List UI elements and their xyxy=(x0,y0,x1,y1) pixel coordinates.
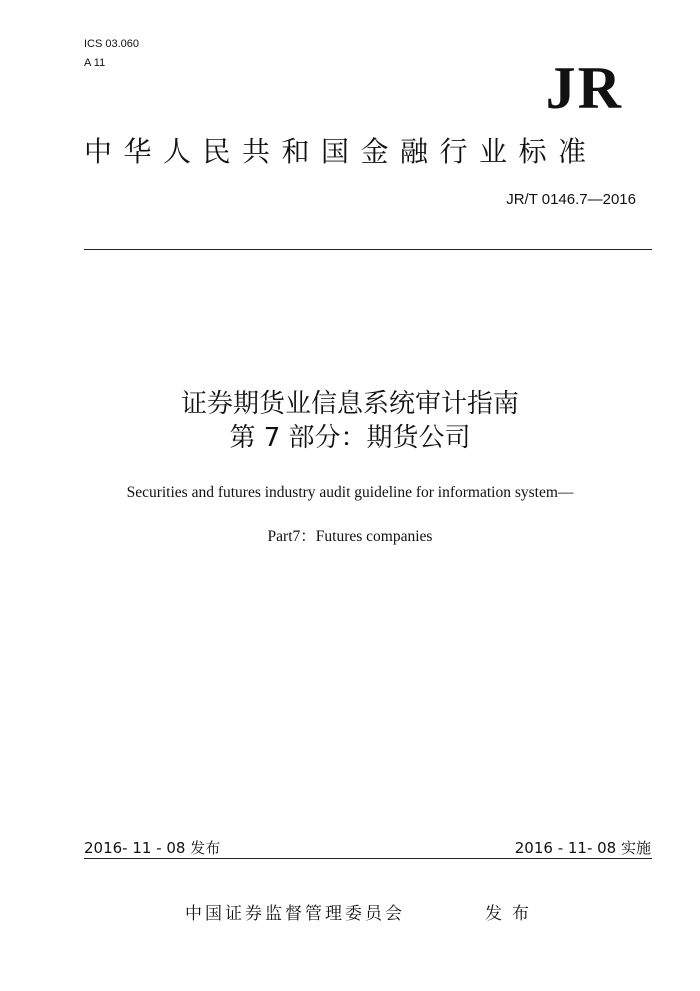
title-chinese-line-2: 第 7 部分：期货公司 xyxy=(229,423,471,453)
issue-date: 2016- 11 - 08 发布 xyxy=(84,839,221,857)
implementation-date: 2016 - 11- 08 实施 xyxy=(514,839,651,857)
publisher-name: 中国证券监督管理委员会 xyxy=(185,904,405,924)
standard-code: JR/T 0146.7—2016 xyxy=(506,191,636,208)
publish-label: 发布 xyxy=(485,904,539,924)
footer-divider xyxy=(84,858,652,859)
title-english-line-1: Securities and futures industry audit guideline for information system— xyxy=(126,484,574,501)
standard-name: 中华人民共和国金融行业标准 xyxy=(84,135,598,168)
classification-code: A 11 xyxy=(84,57,106,69)
title-english-line-2: Part7：Futures companies xyxy=(267,528,433,545)
header-divider xyxy=(84,249,652,250)
ics-code: ICS 03.060 xyxy=(84,38,140,50)
jr-logo: JR xyxy=(545,55,623,121)
title-chinese-line-1: 证券期货业信息系统审计指南 xyxy=(180,389,519,419)
